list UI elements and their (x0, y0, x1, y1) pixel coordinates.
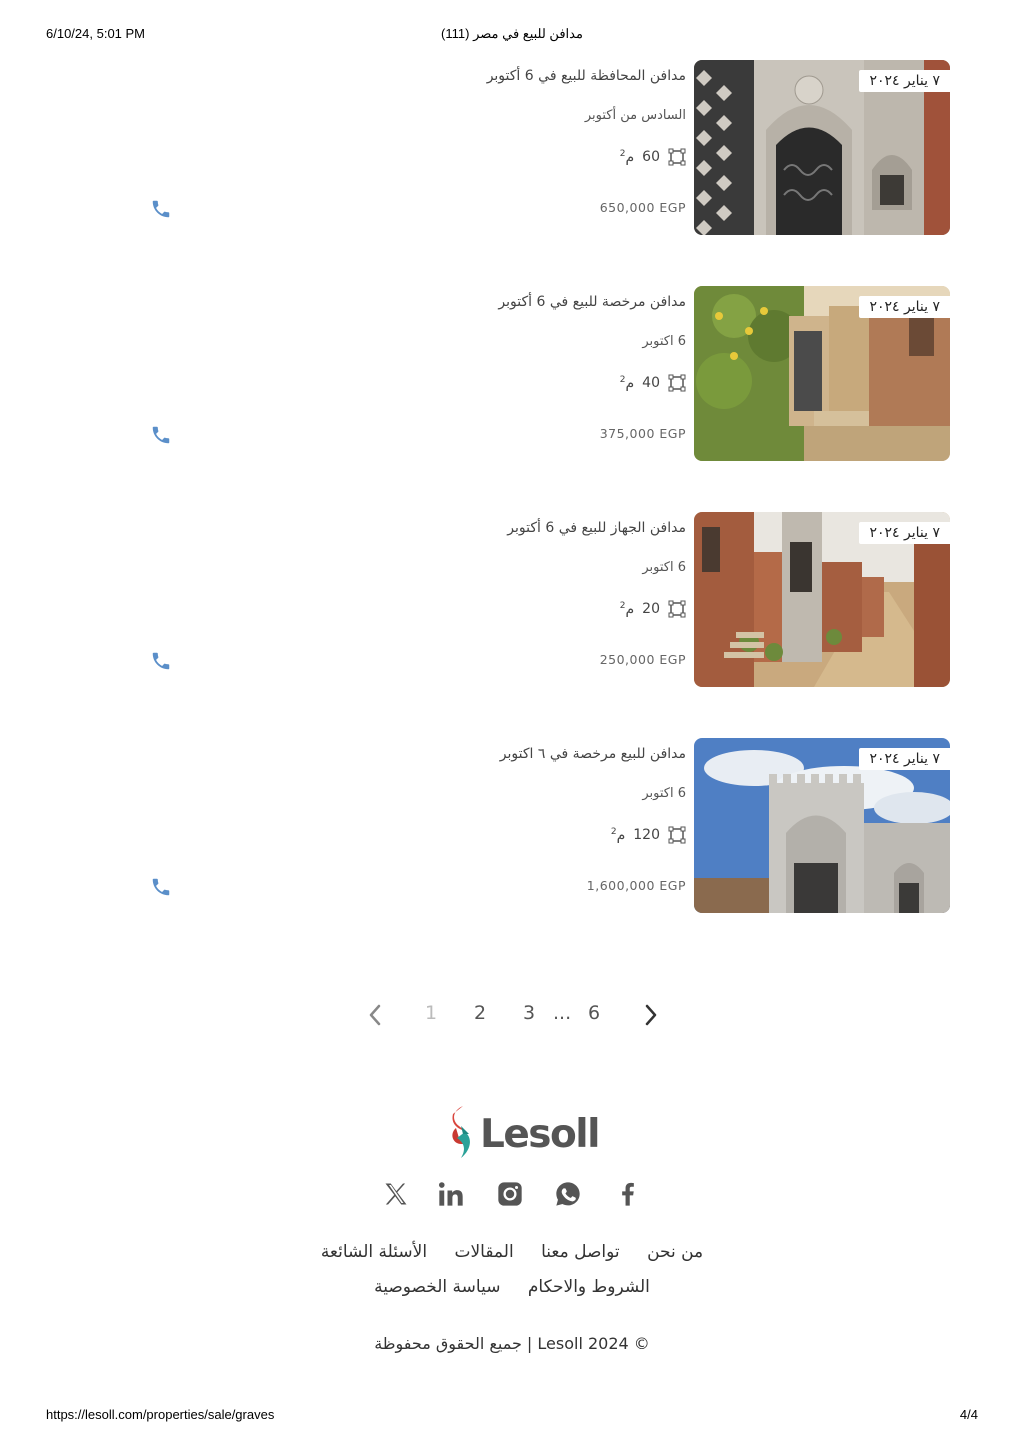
listing-area (620, 148, 686, 166)
area-icon (668, 374, 686, 392)
phone-icon[interactable] (150, 424, 172, 446)
instagram-icon[interactable] (496, 1180, 526, 1210)
chevron-left-icon[interactable] (368, 1004, 382, 1026)
chevron-right-icon[interactable] (644, 1004, 658, 1026)
logo-text: Lesoll (480, 1112, 600, 1157)
listing-location: السادس من أكتوبر (584, 108, 686, 123)
area-value: 20 (642, 601, 660, 617)
logo-mark-icon (447, 1104, 477, 1162)
listing-title[interactable]: مدافن للبيع مرخصة في ٦ اكتوبر (499, 746, 686, 762)
listing-card[interactable] (0, 286, 1024, 462)
page-6[interactable]: 6 (588, 1002, 601, 1024)
listing-area (620, 600, 686, 618)
listing-price: 250,000 EGP (599, 652, 686, 667)
phone-icon[interactable] (150, 876, 172, 898)
facebook-icon[interactable] (614, 1180, 644, 1210)
listing-area (620, 374, 686, 392)
phone-icon[interactable] (150, 198, 172, 220)
listing-location: 6 اكتوبر (642, 334, 686, 349)
listing-title[interactable]: مدافن الجهاز للبيع في 6 أكتوبر (507, 520, 686, 536)
listing-area (611, 826, 686, 844)
area-icon (668, 148, 686, 166)
print-page-number: 4/4 (959, 1407, 978, 1422)
whatsapp-icon[interactable] (554, 1180, 584, 1210)
print-url: https://lesoll.com/properties/sale/graves (46, 1407, 275, 1422)
area-unit: م$^2$ (610, 826, 626, 844)
footer-link-about[interactable]: من نحن (647, 1242, 704, 1262)
linkedin-icon[interactable] (437, 1180, 467, 1210)
print-page-title: مدافن للبيع في مصر (111) (441, 26, 583, 41)
listing-image[interactable] (694, 738, 950, 913)
area-value: 40 (642, 375, 660, 391)
page-2[interactable]: 2 (474, 1002, 487, 1024)
area-unit: م$^2$ (619, 600, 635, 618)
footer-links-primary (0, 1242, 1024, 1262)
listing-image[interactable] (694, 60, 950, 235)
area-unit: م$^2$ (619, 148, 635, 166)
area-value: 120 (633, 827, 660, 843)
listing-date: ٧ يناير ٢٠٢٤ (859, 748, 950, 770)
footer-link-articles[interactable]: المقالات (454, 1242, 514, 1262)
x-icon[interactable] (382, 1180, 412, 1210)
page-ellipsis: ... (553, 1002, 572, 1024)
listing-title[interactable]: مدافن المحافظة للبيع في 6 أكتوبر (486, 68, 686, 84)
page-3[interactable]: 3 (523, 1002, 536, 1024)
listing-price: 650,000 EGP (599, 200, 686, 215)
listing-card[interactable] (0, 512, 1024, 688)
listing-price: 1,600,000 EGP (586, 878, 686, 893)
area-unit: م$^2$ (619, 374, 635, 392)
listing-location: 6 اكتوبر (642, 786, 686, 801)
listing-date: ٧ يناير ٢٠٢٤ (859, 522, 950, 544)
pagination (0, 1000, 1024, 1030)
lesoll-logo[interactable] (447, 1104, 600, 1164)
copyright: جميع الحقوق محفوظة | Lesoll 2024 © (374, 1334, 650, 1353)
area-value: 60 (642, 149, 660, 165)
footer-link-terms[interactable]: الشروط والاحكام (527, 1277, 650, 1297)
phone-icon[interactable] (150, 650, 172, 672)
footer-link-faq[interactable]: الأسئلة الشائعة (320, 1242, 428, 1262)
listing-title[interactable]: مدافن مرخصة للبيع في 6 أكتوبر (498, 294, 686, 310)
listing-image[interactable] (694, 286, 950, 461)
listing-location: 6 اكتوبر (642, 560, 686, 575)
listing-card[interactable] (0, 60, 1024, 236)
listing-card[interactable] (0, 738, 1024, 914)
page-1[interactable]: 1 (425, 1002, 438, 1024)
listing-date: ٧ يناير ٢٠٢٤ (859, 70, 950, 92)
listing-date: ٧ يناير ٢٠٢٤ (859, 296, 950, 318)
footer-link-contact[interactable]: تواصل معنا (541, 1242, 620, 1262)
footer-link-privacy[interactable]: سياسة الخصوصية (374, 1277, 501, 1297)
print-datetime: 6/10/24, 5:01 PM (46, 26, 146, 41)
listing-price: 375,000 EGP (599, 426, 686, 441)
listing-image[interactable] (694, 512, 950, 687)
area-icon (668, 600, 686, 618)
footer-links-secondary (0, 1277, 1024, 1297)
area-icon (668, 826, 686, 844)
